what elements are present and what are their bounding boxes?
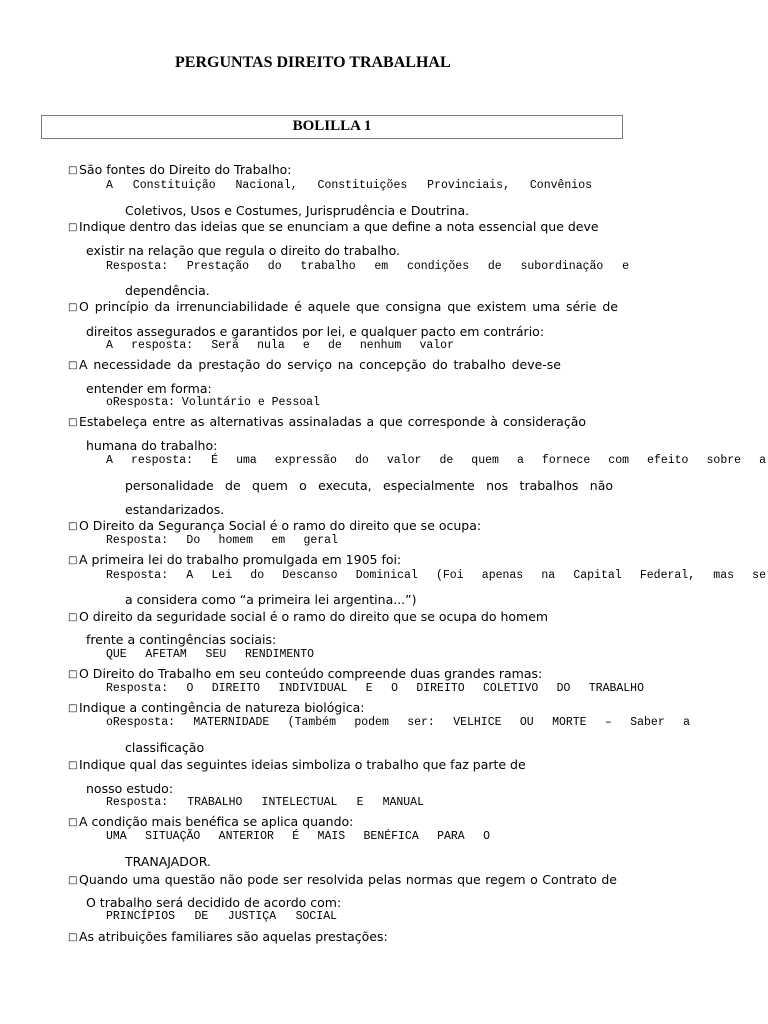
question-8 <box>68 609 548 624</box>
answer-11: Resposta: TRABALHO INTELECTUAL E MANUAL <box>106 796 424 809</box>
question-6 <box>68 518 481 533</box>
checkbox-bullet-icon: □ <box>68 222 78 233</box>
checkbox-bullet-icon: □ <box>68 417 78 428</box>
question-text: O Direito da Segurança Social é o ramo do direito que se ocupa: <box>79 518 482 533</box>
question-2-cont: existir na relação que regula o direito do trabalho. <box>86 243 401 258</box>
question-text: A primeira lei do trabalho promulgada em 1905 foi: <box>79 552 402 567</box>
question-8-cont: frente a contingências sociais: <box>86 632 277 647</box>
checkbox-bullet-icon: □ <box>68 302 78 313</box>
question-3-cont: direitos assegurados e garantidos por lei, e qualquer pacto em contrário: <box>86 324 545 339</box>
question-13-cont: O trabalho será decidido de acordo com: <box>86 895 342 910</box>
answer-12: UMA SITUAÇÃO ANTERIOR É MAIS BENÉFICA PARA O <box>106 830 490 843</box>
question-2 <box>68 219 599 234</box>
question-3 <box>68 299 618 314</box>
question-1 <box>68 162 291 177</box>
section-title: BOLILLA 1 <box>292 118 372 134</box>
question-text: O Direito do Trabalho em seu conteúdo compreende duas grandes ramas: <box>79 666 543 681</box>
document-title: PERGUNTAS DIREITO TRABALHAL <box>175 54 451 71</box>
question-12 <box>68 814 353 829</box>
section-header-box <box>41 115 623 139</box>
answer-4: oResposta: Voluntário e Pessoal <box>106 396 320 409</box>
answer-2-cont: dependência. <box>125 283 210 298</box>
question-text: Indique dentro das ideias que se enunciam a que define a nota essencial que deve <box>79 219 599 234</box>
answer-7-cont: a considera como “a primeira lei argentina...”) <box>125 592 417 607</box>
question-4 <box>68 357 561 372</box>
question-text: As atribuições familiares são aquelas prestações: <box>79 929 388 944</box>
question-text: Quando uma questão não pode ser resolvida pelas normas que regem o Contrato de <box>79 872 617 887</box>
answer-9: Resposta: O DIREITO INDIVIDUAL E O DIREITO COLETIVO DO TRABALHO <box>106 682 644 695</box>
checkbox-bullet-icon: □ <box>68 521 78 532</box>
answer-1: A Constituição Nacional, Constituições Provinciais, Convênios <box>106 179 592 192</box>
answer-1-cont: Coletivos, Usos e Costumes, Jurisprudência e Doutrina. <box>125 203 470 218</box>
checkbox-bullet-icon: □ <box>68 612 78 623</box>
answer-5: A resposta: É uma expressão do valor de quem a fornece com efeito sobre a <box>106 454 766 467</box>
question-4-cont: entender em forma: <box>86 381 212 396</box>
answer-8: QUE AFETAM SEU RENDIMENTO <box>106 648 314 661</box>
answer-3: A resposta: Será nula e de nenhum valor <box>106 339 454 352</box>
question-11 <box>68 757 526 772</box>
answer-10-cont: classificação <box>125 740 205 755</box>
answer-5-cont-2: estandarizados. <box>125 502 225 517</box>
question-9 <box>68 666 542 681</box>
question-5 <box>68 414 586 429</box>
checkbox-bullet-icon: □ <box>68 555 78 566</box>
question-14 <box>68 929 388 944</box>
question-13 <box>68 872 617 887</box>
answer-12-cont: TRANAJADOR. <box>125 854 211 869</box>
question-10 <box>68 700 365 715</box>
checkbox-bullet-icon: □ <box>68 817 78 828</box>
answer-10: oResposta: MATERNIDADE (Também podem ser: VELHICE OU MORTE – Saber a <box>106 716 690 729</box>
question-7 <box>68 552 401 567</box>
checkbox-bullet-icon: □ <box>68 703 78 714</box>
question-text: Estabeleça entre as alternativas assinaladas a que corresponde à consideração <box>79 414 586 429</box>
question-5-cont: humana do trabalho: <box>86 438 218 453</box>
question-text: O princípio da irrenunciabilidade é aquele que consigna que existem uma série de <box>79 299 618 314</box>
answer-6: Resposta: Do homem em geral <box>106 534 338 547</box>
checkbox-bullet-icon: □ <box>68 669 78 680</box>
question-11-cont: nosso estudo: <box>86 781 174 796</box>
answer-13: PRINCÍPIOS DE JUSTIÇA SOCIAL <box>106 910 337 923</box>
answer-7: Resposta: A Lei do Descanso Dominical (Foi apenas na Capital Federal, mas se <box>106 569 766 582</box>
checkbox-bullet-icon: □ <box>68 932 78 943</box>
question-text: Indique qual das seguintes ideias simboliza o trabalho que faz parte de <box>79 757 526 772</box>
checkbox-bullet-icon: □ <box>68 760 78 771</box>
question-text: A necessidade da prestação do serviço na concepção do trabalho deve-se <box>79 357 561 372</box>
question-text: São fontes do Direito do Trabalho: <box>79 162 292 177</box>
question-text: O direito da seguridade social é o ramo do direito que se ocupa do homem <box>79 609 549 624</box>
checkbox-bullet-icon: □ <box>68 165 78 176</box>
checkbox-bullet-icon: □ <box>68 875 78 886</box>
answer-5-cont: personalidade de quem o executa, especialmente nos trabalhos não <box>125 478 613 493</box>
question-text: Indique a contingência de natureza biológica: <box>79 700 365 715</box>
checkbox-bullet-icon: □ <box>68 360 78 371</box>
question-text: A condição mais benéfica se aplica quando: <box>79 814 354 829</box>
answer-2: Resposta: Prestação do trabalho em condições de subordinação e <box>106 260 629 273</box>
